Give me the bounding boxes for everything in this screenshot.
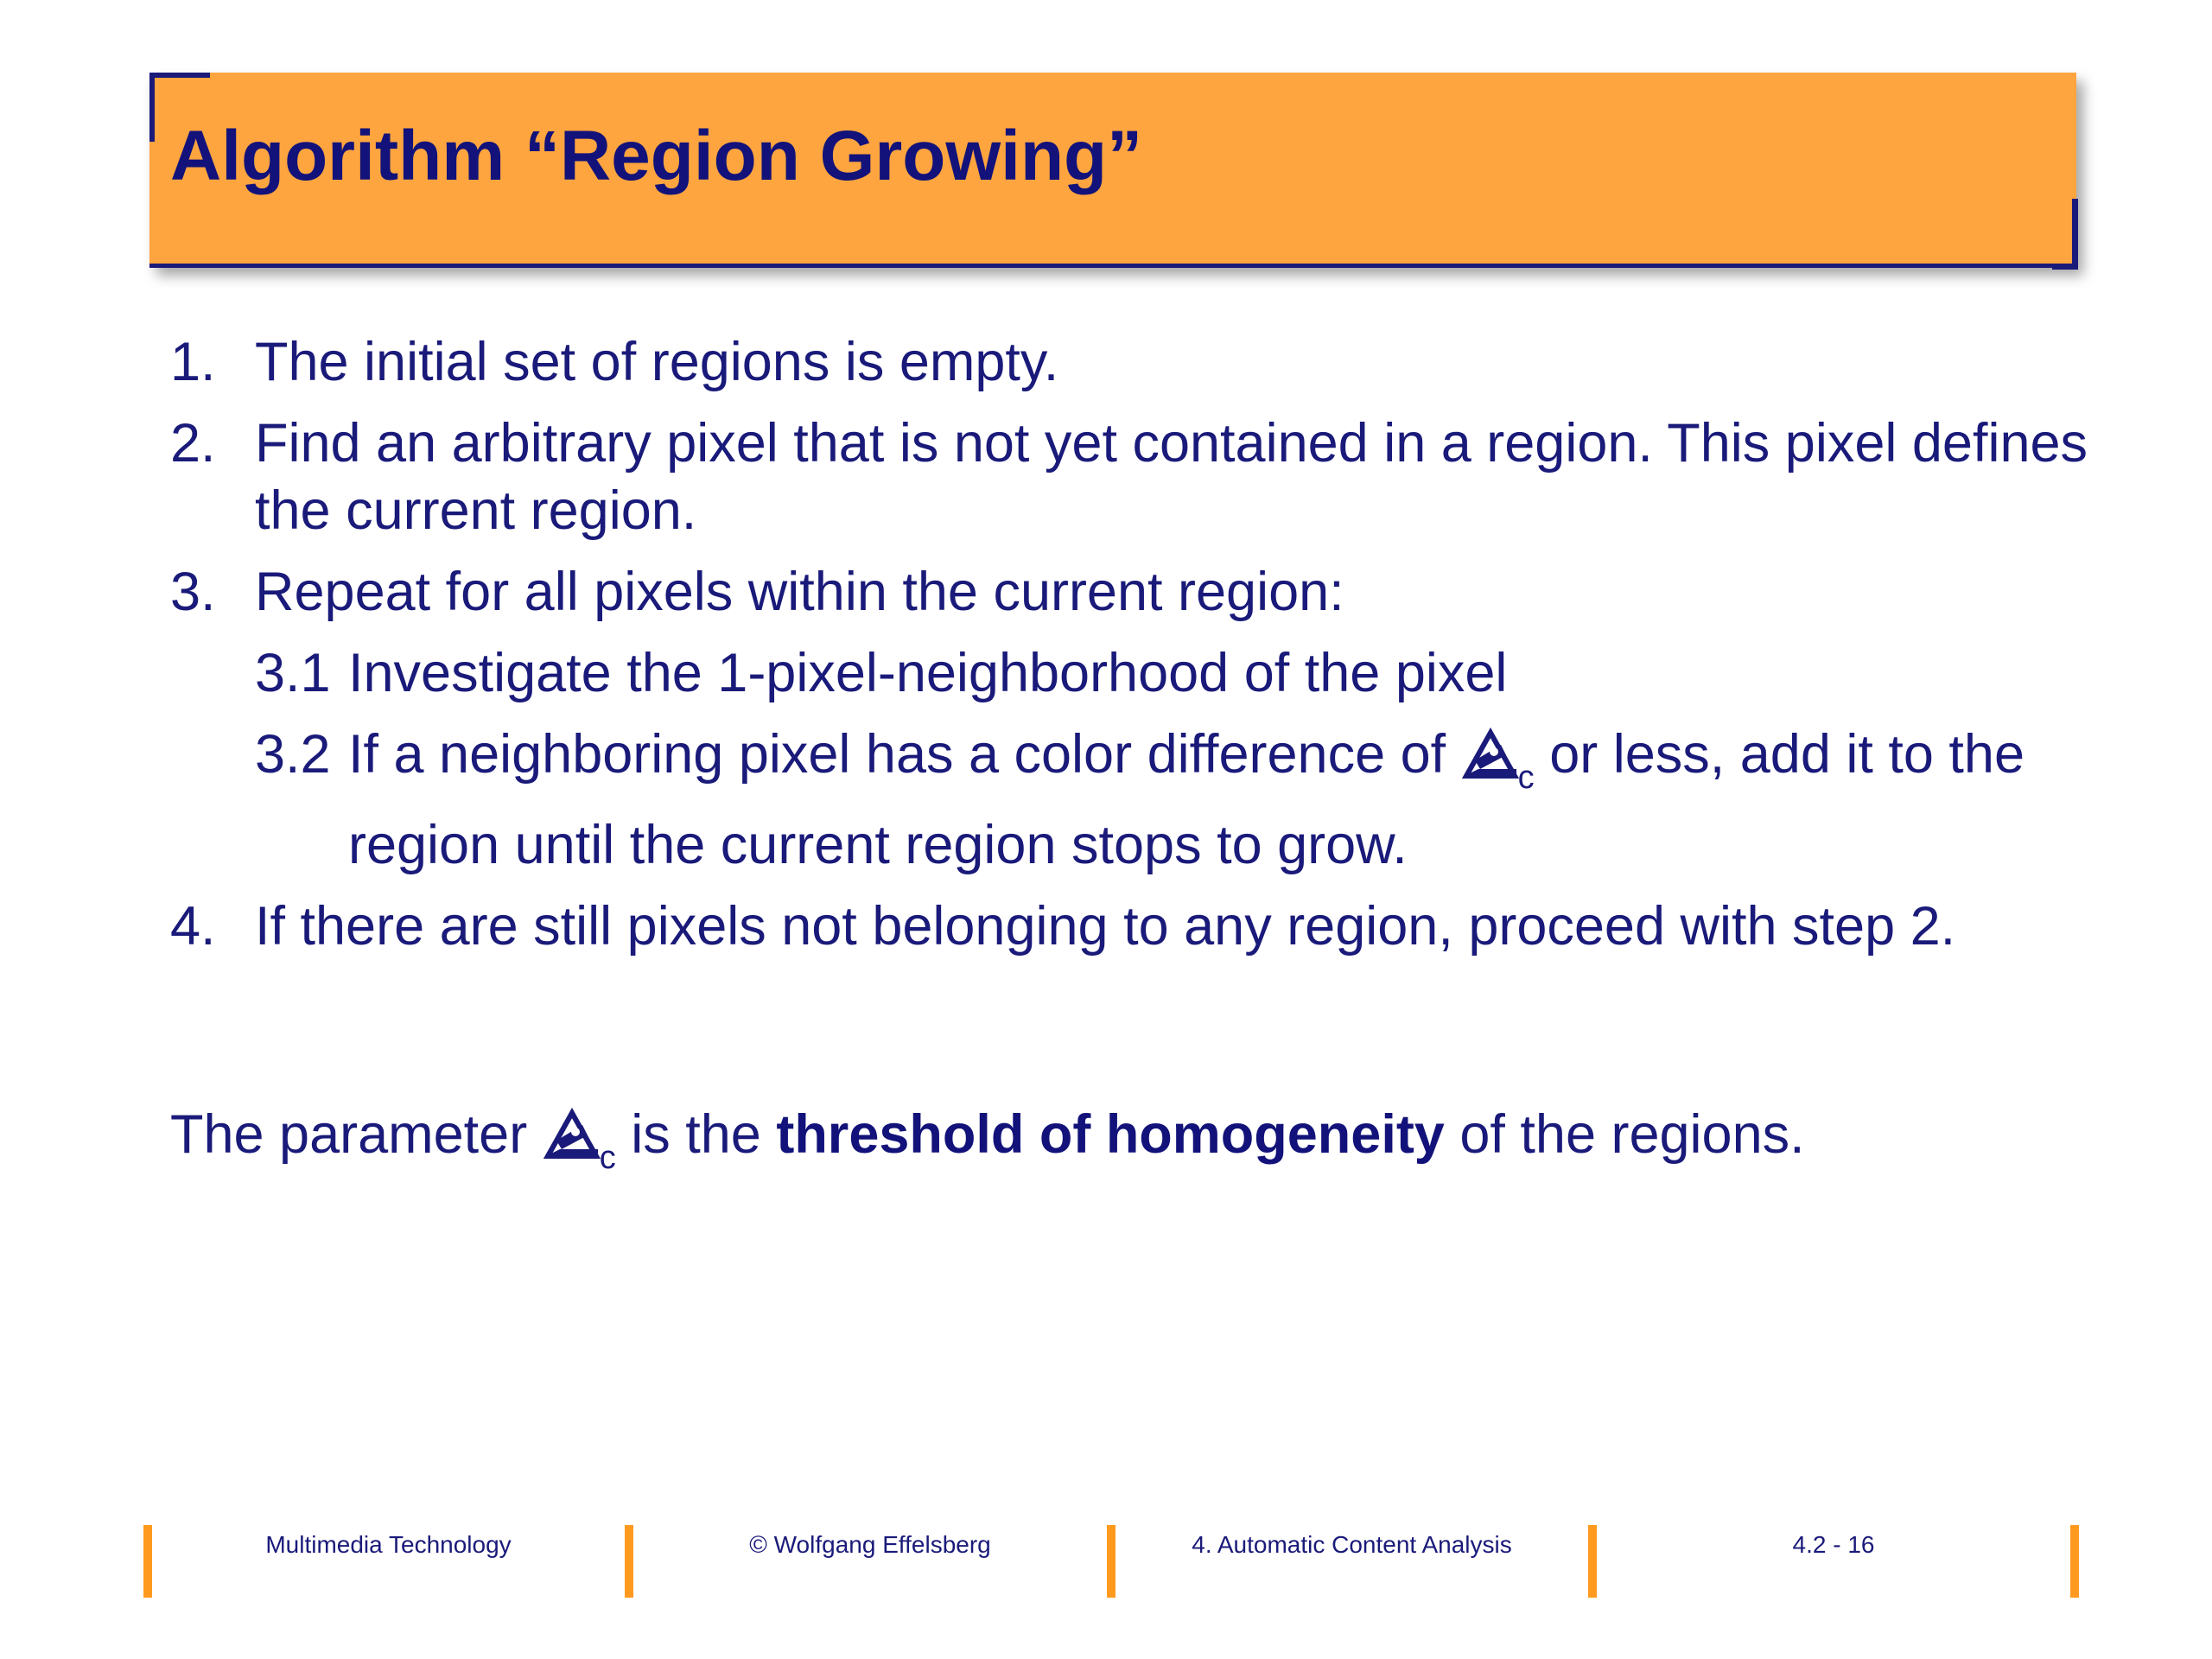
step-3 bbox=[170, 558, 2097, 626]
algorithm-steps bbox=[170, 328, 2097, 974]
title-underline bbox=[149, 264, 2078, 268]
step-text: Repeat for all pixels within the current region: bbox=[255, 562, 1344, 622]
slide-title: Algorithm “Region Growing” bbox=[170, 117, 1143, 195]
delta-symbol-graphic bbox=[543, 1106, 601, 1160]
substep-text-before: If a neighboring pixel has a color difference of bbox=[348, 724, 1446, 785]
step-number: 3. bbox=[170, 562, 216, 622]
footer-separator bbox=[2070, 1525, 2079, 1598]
footer-page-number: 4.2 - 16 bbox=[1792, 1531, 1875, 1558]
footer-chapter: 4. Automatic Content Analysis bbox=[1192, 1531, 1512, 1558]
parameter-bold-term: threshold of homogeneity bbox=[776, 1104, 1445, 1165]
step-text: The initial set of regions is empty. bbox=[255, 332, 1059, 392]
step-number: 2. bbox=[170, 413, 216, 474]
footer-author: © Wolfgang Effelsberg bbox=[749, 1531, 991, 1558]
substep-number: 3.1 bbox=[255, 643, 331, 703]
footer-separator bbox=[1107, 1525, 1116, 1598]
parameter-suffix: of the regions. bbox=[1459, 1104, 1805, 1165]
step-text: If there are still pixels not belonging to any region, proceed with step 2. bbox=[255, 896, 1956, 957]
title-corner-bottom-right bbox=[2052, 199, 2078, 270]
footer-separator bbox=[143, 1525, 152, 1598]
delta-subscript: c bbox=[599, 1140, 616, 1176]
substep-number: 3.2 bbox=[255, 724, 331, 785]
footer-course: Multimedia Technology bbox=[265, 1531, 512, 1558]
delta-symbol-icon bbox=[1461, 726, 1520, 779]
step-number: 4. bbox=[170, 896, 216, 957]
step-2 bbox=[170, 410, 2097, 544]
substep-text bbox=[255, 721, 2097, 879]
substep-3-2 bbox=[170, 721, 2097, 879]
step-4 bbox=[170, 893, 2097, 960]
substep-3-1 bbox=[170, 639, 2097, 707]
delta-symbol-graphic bbox=[1461, 726, 1520, 779]
parameter-middle: is the bbox=[631, 1104, 761, 1165]
step-1 bbox=[170, 328, 2097, 396]
substep-text: Investigate the 1-pixel-neighborhood of the pixel bbox=[348, 643, 1508, 703]
footer-separator bbox=[1588, 1525, 1597, 1598]
parameter-prefix: The parameter bbox=[170, 1104, 528, 1165]
parameter-sentence bbox=[170, 1101, 1805, 1192]
step-number: 1. bbox=[170, 332, 216, 392]
footer-separator bbox=[625, 1525, 633, 1598]
step-text: Find an arbitrary pixel that is not yet contained in a region. This pixel defines the current region. bbox=[255, 413, 2088, 541]
substep-text-after: or less, add it to the region until the current region stops to grow. bbox=[348, 724, 2024, 875]
delta-symbol-icon bbox=[543, 1106, 601, 1160]
delta-subscript: c bbox=[1517, 760, 1535, 796]
